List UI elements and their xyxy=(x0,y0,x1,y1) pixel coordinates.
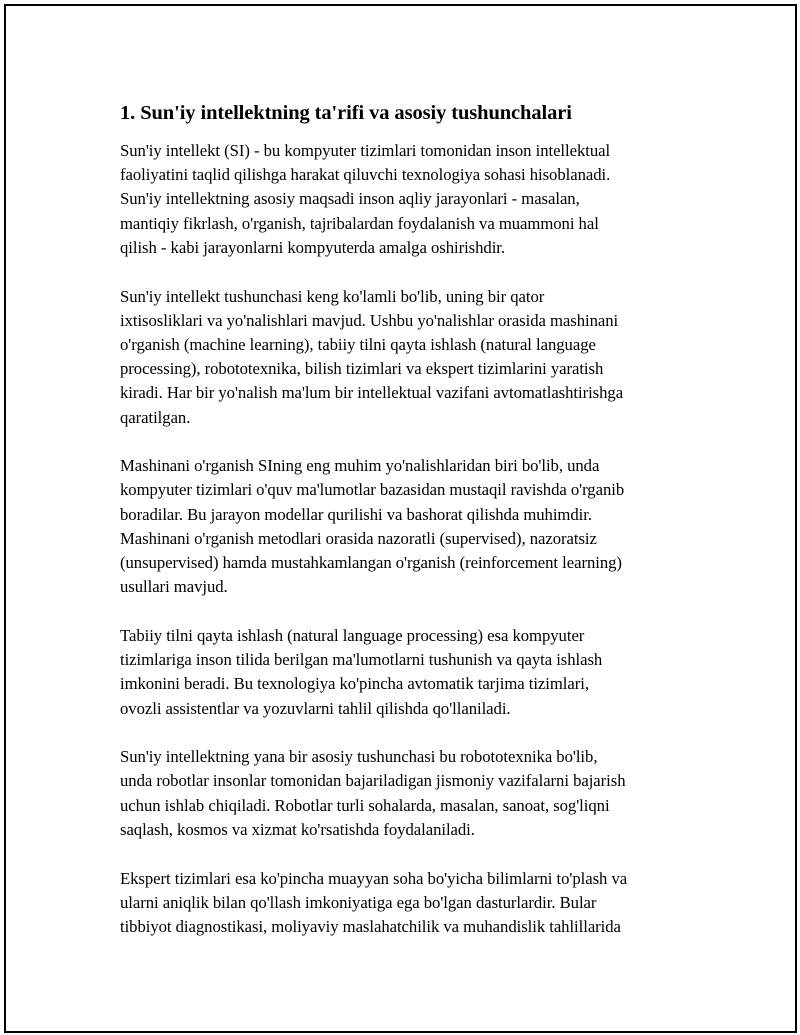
text-line: processing), robototexnika, bilish tizimlari va ekspert tizimlarini yaratish xyxy=(120,359,604,379)
text-line: kiradi. Har bir yo'nalish ma'lum bir intellektual vazifani avtomatlashtirishga xyxy=(120,383,624,403)
text-line: ovozli assistentlar va yozuvlarni tahlil qilishda qo'llaniladi. xyxy=(120,698,511,718)
text-line: ixtisosliklari va yo'nalishlari mavjud. Ushbu yo'nalishlar orasida mashinani xyxy=(120,310,619,330)
text-line: boradilar. Bu jarayon modellar qurilishi va bashorat qilishda muhimdir. xyxy=(120,504,592,524)
text-line: Ekspert tizimlari esa ko'pincha muayyan soha bo'yicha bilimlarni to'plash va xyxy=(120,868,628,888)
text-line: qaratilgan. xyxy=(120,407,191,427)
text-line: saqlash, kosmos va xizmat ko'rsatishda foydalaniladi. xyxy=(120,819,475,839)
document-body xyxy=(120,99,700,964)
page-frame xyxy=(4,4,797,1033)
text-line: unda robotlar insonlar tomonidan bajariladigan jismoniy vazifalarni bajarish xyxy=(120,771,626,791)
text-line: (unsupervised) hamda mustahkamlangan o'rganish (reinforcement learning) xyxy=(120,553,622,573)
text-line: usullari mavjud. xyxy=(120,577,228,597)
text-line: mantiqiy fikrlash, o'rganish, tajribalardan foydalanish va muammoni hal xyxy=(120,213,599,233)
paragraph-definition xyxy=(120,139,700,260)
text-line: tibbiyot diagnostikasi, moliyaviy maslahatchilik va muhandislik tahlillarida xyxy=(120,916,621,936)
paragraph-machine-learning xyxy=(120,454,700,599)
text-line: o'rganish (machine learning), tabiiy tilni qayta ishlash (natural language xyxy=(120,334,596,354)
text-line: kompyuter tizimlari o'quv ma'lumotlar bazasidan mustaqil ravishda o'rganib xyxy=(120,480,625,500)
text-line: Sun'iy intellektning asosiy maqsadi inson aqliy jarayonlari - masalan, xyxy=(120,189,580,209)
paragraph-robotics xyxy=(120,745,700,842)
paragraph-expert-systems xyxy=(120,867,700,940)
paragraph-directions xyxy=(120,285,700,430)
text-line: Sun'iy intellektning yana bir asosiy tushunchasi bu robototexnika bo'lib, xyxy=(120,747,598,767)
text-line: Sun'iy intellekt tushunchasi keng ko'lamli bo'lib, uning bir qator xyxy=(120,286,545,306)
text-line: Mashinani o'rganish SIning eng muhim yo'nalishlaridan biri bo'lib, unda xyxy=(120,456,600,476)
text-line: faoliyatini taqlid qilishga harakat qiluvchi texnologiya sohasi hisoblanadi. xyxy=(120,165,611,185)
section-heading: 1. Sun'iy intellektning ta'rifi va asosiy tushunchalari xyxy=(120,102,572,124)
text-line: uchun ishlab chiqiladi. Robotlar turli sohalarda, masalan, sanoat, sog'liqni xyxy=(120,795,610,815)
text-line: ularni aniqlik bilan qo'llash imkoniyatiga ega bo'lgan dasturlardir. Bular xyxy=(120,892,597,912)
text-line: Mashinani o'rganish metodlari orasida nazoratli (supervised), nazoratsiz xyxy=(120,528,597,548)
paragraph-nlp xyxy=(120,624,700,721)
text-line: Tabiiy tilni qayta ishlash (natural language processing) esa kompyuter xyxy=(120,625,585,645)
text-line: imkonini beradi. Bu texnologiya ko'pincha avtomatik tarjima tizimlari, xyxy=(120,674,589,694)
text-line: Sun'iy intellekt (SI) - bu kompyuter tizimlari tomonidan inson intellektual xyxy=(120,141,611,160)
text-line: qilish - kabi jarayonlarni kompyuterda amalga oshirishdir. xyxy=(120,237,505,257)
text-line: tizimlariga inson tilida berilgan ma'lumotlarni tushunish va qayta ishlash xyxy=(120,650,603,670)
